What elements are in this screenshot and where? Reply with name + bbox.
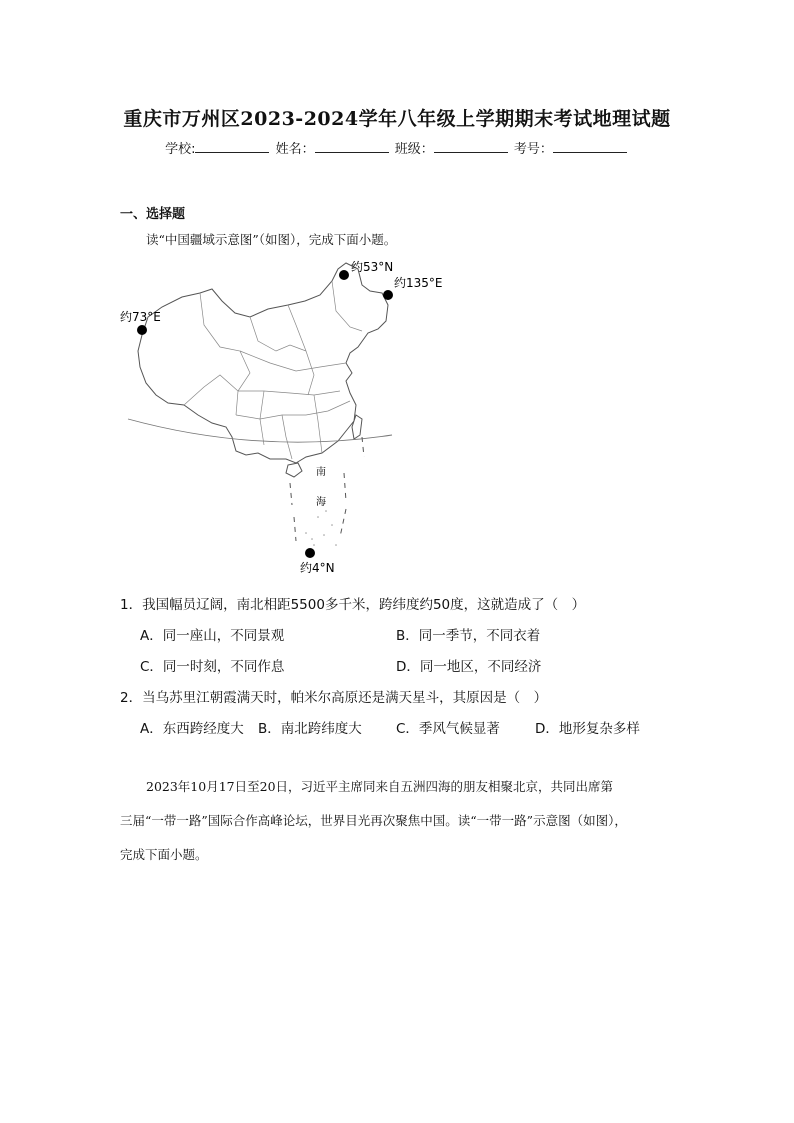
question-2-stem: 2．当乌苏里江朝霞满天时，帕米尔高原还是满天星斗，其原因是（ ）	[120, 690, 548, 706]
china-territory-map	[100, 255, 450, 585]
north-point-label: 约53°N	[351, 260, 394, 274]
south-point-label: 约4°N	[300, 561, 335, 575]
exam-no-blank[interactable]	[553, 140, 627, 153]
sea-label-2: 海	[316, 497, 326, 508]
name-blank[interactable]	[315, 140, 389, 153]
china-outline	[138, 263, 388, 463]
question-2-option-c[interactable]: C．季风气候显著	[396, 721, 500, 737]
hainan-island	[286, 463, 302, 477]
section-title: 一、选择题	[120, 207, 186, 222]
question-1-option-b[interactable]: B．同一季节，不同衣着	[396, 628, 541, 644]
intro-text: 读“中国疆域示意图”（如图），完成下面小题。	[146, 232, 397, 247]
one-belt-one-road-passage	[120, 770, 690, 872]
question-1-option-a[interactable]: A．同一座山，不同景观	[140, 628, 285, 644]
question-1-option-d[interactable]: D．同一地区，不同经济	[396, 659, 542, 675]
name-label: 姓名：	[275, 142, 315, 157]
sea-label-1: 南	[316, 467, 326, 478]
exam-no-label: 考号：	[513, 142, 553, 157]
page-title: 重庆市万州区2023-2024学年八年级上学期期末考试地理试题	[123, 108, 671, 130]
class-blank[interactable]	[434, 140, 508, 153]
east-point-label: 约135°E	[394, 276, 443, 290]
passage-line-2: 三届“一带一路”国际合作高峰论坛，世界目光再次聚焦中国。读“一带一路”示意图（如图），	[120, 813, 627, 828]
east-point-dot	[383, 290, 393, 300]
passage-line-3: 完成下面小题。	[120, 847, 208, 862]
question-2-option-d[interactable]: D．地形复杂多样	[535, 721, 640, 737]
student-info-row	[0, 138, 794, 157]
north-point-dot	[339, 270, 349, 280]
west-point-dot	[137, 325, 147, 335]
question-1-option-c[interactable]: C．同一时刻，不同作息	[140, 659, 285, 675]
question-2-option-b[interactable]: B．南北跨纬度大	[258, 721, 362, 737]
question-1-stem: 1．我国幅员辽阔，南北相距5500多千米，跨纬度约50度，这就造成了（ ）	[120, 597, 586, 613]
passage-line-1: 2023年10月17日至20日，习近平主席同来自五洲四海的朋友相聚北京，共同出席第	[146, 779, 614, 794]
question-2-option-a[interactable]: A．东西跨经度大	[140, 721, 244, 737]
south-point-dot	[305, 548, 315, 558]
school-label: 学校:	[165, 142, 196, 157]
class-label: 班级：	[394, 142, 434, 157]
west-point-label: 约73°E	[120, 310, 161, 324]
school-blank[interactable]	[195, 140, 269, 153]
